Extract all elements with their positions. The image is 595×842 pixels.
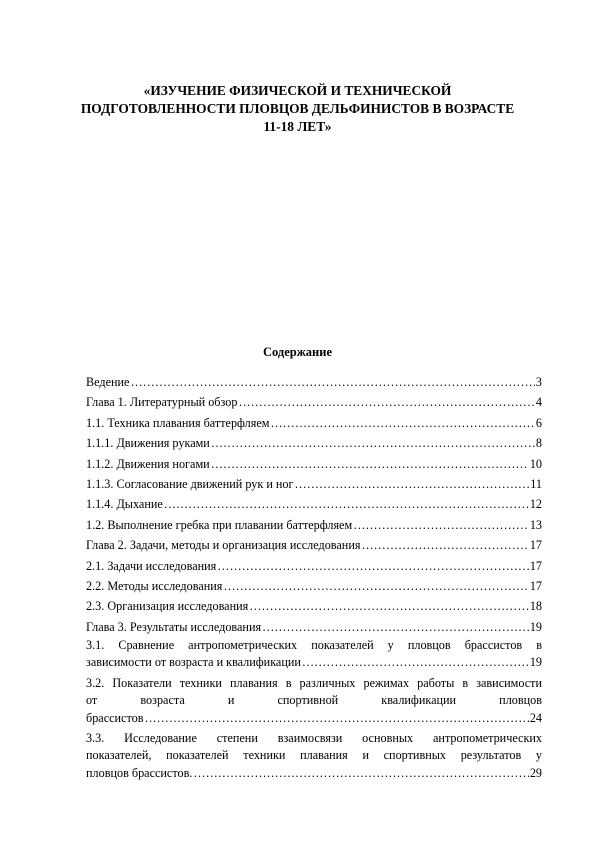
toc-entry-page: 24 xyxy=(529,710,542,725)
toc-entry xyxy=(86,515,542,535)
toc-entry-label: 2.3. Организация исследования xyxy=(86,599,249,614)
toc-entry-label: Ведение xyxy=(86,375,130,389)
toc-entry-multiline xyxy=(86,675,542,727)
toc-entry-page: 8 xyxy=(535,436,542,451)
toc-dot-leader xyxy=(144,710,528,727)
toc-dot-leader xyxy=(211,433,535,453)
toc-dot-leader xyxy=(353,515,529,535)
toc-dot-leader xyxy=(295,474,530,494)
toc-entry-label: 1.1.1. Движения руками xyxy=(86,436,210,451)
toc-entry xyxy=(86,576,542,596)
toc-dot-leader xyxy=(164,494,529,514)
toc-entry-page: 19 xyxy=(529,619,542,634)
toc-entry-line: 3.1. Сравнение антропометрических показателей у пловцов брассистов в xyxy=(86,638,542,653)
toc-entry-page: 11 xyxy=(530,476,542,491)
toc-entry xyxy=(86,372,542,392)
toc-entry xyxy=(86,596,542,616)
toc-entry xyxy=(86,494,542,514)
toc-dot-leader xyxy=(302,654,529,671)
toc-entry xyxy=(86,474,542,494)
toc-entry-label: 2.2. Методы исследования xyxy=(86,578,223,593)
toc-entry-page: 4 xyxy=(535,395,542,410)
toc-entry-label: брассистов xyxy=(86,710,144,725)
toc-dot-leader xyxy=(270,413,534,433)
toc-dot-leader xyxy=(238,392,534,412)
toc-entry-label: 1.2. Выполнение гребка при плавании баттерфляем xyxy=(86,517,353,532)
toc-entry-line: показателей, показателей техники плавания и спортивных результатов у xyxy=(86,748,542,763)
toc-entry-label: Глава 1. Литературный обзор xyxy=(86,395,238,410)
toc-entry-label: 2.1. Задачи исследования xyxy=(86,558,217,573)
toc-dot-leader xyxy=(217,556,529,576)
toc-entry-last-line xyxy=(86,654,542,671)
toc-entry-label: Глава 3. Результаты исследования xyxy=(86,619,262,634)
title-line-3: 11-18 ЛЕТ» xyxy=(263,119,332,134)
toc-entry xyxy=(86,413,542,433)
toc-dot-leader xyxy=(249,596,529,616)
toc-entry-line: от возраста и спортивной квалификации пловцов xyxy=(86,693,542,708)
toc-entry-page: 13 xyxy=(529,517,542,532)
toc-entry-line: 3.3. Исследование степени взаимосвязи основных антропометрических xyxy=(86,731,542,746)
toc-entry-label: 1.1.2. Движения ногами xyxy=(86,456,210,471)
toc-entry-label: зависимости от возраста и квалификации xyxy=(86,655,301,670)
toc-entry-page: 3 xyxy=(535,375,542,389)
toc-entry-page: 29 xyxy=(529,765,542,780)
toc-dot-leader xyxy=(211,454,529,474)
document-title xyxy=(60,82,535,136)
toc-entry-page: 19 xyxy=(529,655,542,670)
toc-entry xyxy=(86,454,542,474)
toc-entry-page: 17 xyxy=(529,558,542,573)
toc-dot-leader xyxy=(361,535,528,555)
toc-entry-last-line xyxy=(86,765,542,782)
toc-entry xyxy=(86,617,542,637)
toc-entry-page: 10 xyxy=(529,456,542,471)
toc-entry xyxy=(86,433,542,453)
title-line-2: ПОДГОТОВЛЕННОСТИ ПЛОВЦОВ ДЕЛЬФИНИСТОВ В ВОЗРАСТЕ xyxy=(80,101,515,116)
toc-entry-label: 1.1.3. Согласование движений рук и ног xyxy=(86,476,294,491)
toc-entry-label: 1.1.4. Дыхание xyxy=(86,497,163,512)
toc-entry-line: 3.2. Показатели техники плавания в различных режимах работы в зависимости xyxy=(86,675,542,690)
toc-entry xyxy=(86,556,542,576)
toc-entry-page: 17 xyxy=(529,538,542,553)
toc-entry-page: 12 xyxy=(529,497,542,512)
title-line-1: «ИЗУЧЕНИЕ ФИЗИЧЕСКОЙ И ТЕХНИЧЕСКОЙ xyxy=(143,83,452,98)
toc-dot-leader xyxy=(130,372,534,392)
toc-entry-page: 6 xyxy=(535,415,542,430)
toc-entry-page: 18 xyxy=(529,599,542,614)
toc-entry-label: Глава 2. Задачи, методы и организация исследования xyxy=(86,538,361,553)
toc-entry xyxy=(86,392,542,412)
table-of-contents xyxy=(86,372,542,785)
toc-entry-page: 17 xyxy=(529,578,542,593)
toc-entry xyxy=(86,535,542,555)
toc-entry-label: пловцов брассистов. xyxy=(86,765,193,780)
toc-dot-leader xyxy=(223,576,528,596)
toc-heading: Содержание xyxy=(262,345,332,359)
toc-entry-label: 1.1. Техника плавания баттерфляем xyxy=(86,415,270,430)
toc-entry-multiline xyxy=(86,637,542,672)
toc-dot-leader xyxy=(262,617,529,637)
toc-entry-last-line xyxy=(86,710,542,727)
toc-dot-leader xyxy=(193,765,528,782)
toc-entry-multiline xyxy=(86,730,542,782)
